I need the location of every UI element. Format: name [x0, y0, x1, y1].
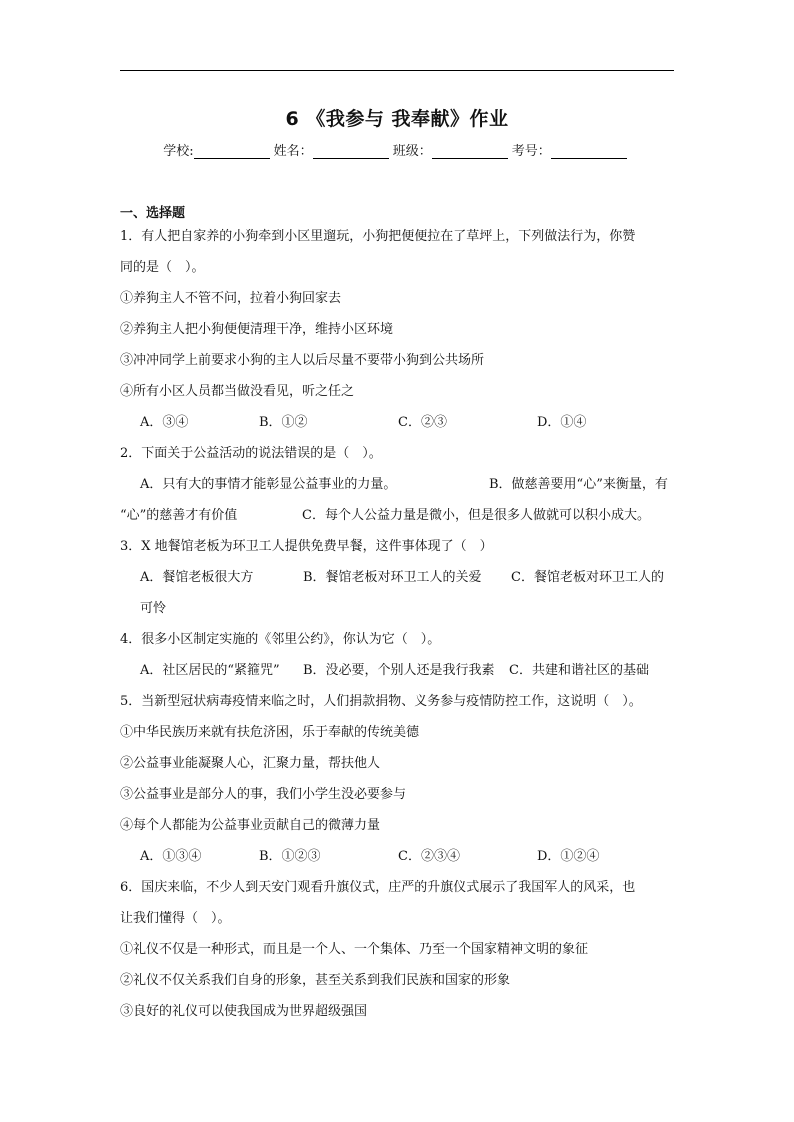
question-4-options — [120, 662, 700, 680]
question-1-stem-line-2: 同的是（ ）。 — [120, 260, 205, 275]
question-2-option-b: B．做慈善要用“心”来衡量，有 — [489, 477, 668, 492]
question-6-statement-2: ②礼仪不仅关系我们自身的形象，甚至关系到我们民族和国家的形象 — [120, 973, 511, 988]
question-5-option-c: C．②③④ — [398, 849, 460, 864]
page-title: 6 《我参与 我奉献》作业 — [285, 108, 509, 130]
question-5-options — [120, 848, 700, 866]
section-title: 一、选择题 — [120, 206, 186, 221]
question-6-stem-line-2: 让我们懂得（ ）。 — [120, 911, 231, 926]
exam-number-blank — [551, 144, 627, 159]
question-2-option-c: C．每个人公益力量是微小，但是很多人做就可以积小成大。 — [302, 508, 650, 523]
question-4-option-b: B．没必要，个别人还是我行我素 — [303, 663, 495, 678]
name-label: 姓名： — [273, 144, 313, 159]
question-1-option-d: D．①④ — [537, 415, 587, 430]
question-5-stem: 5．当新型冠状病毒疫情来临之时，人们捐款捐物、义务参与疫情防控工作，这说明（ ）。 — [120, 694, 642, 709]
question-2-stem: 2．下面关于公益活动的说法错误的是（ ）。 — [120, 446, 382, 461]
question-5-statement-3: ③公益事业是部分人的事，我们小学生没必要参与 — [120, 787, 407, 802]
question-5-statement-4: ④每个人都能为公益事业贡献自己的微薄力量 — [120, 818, 381, 833]
question-2-options-line-2 — [120, 507, 680, 525]
question-3-option-b: B．餐馆老板对环卫工人的关爱 — [303, 570, 482, 585]
question-3-options — [120, 569, 700, 587]
question-2-option-a: A．只有大的事情才能彰显公益事业的力量。 — [140, 477, 397, 492]
question-2-option-b-cont: “心”的慈善才有价值 — [120, 508, 238, 523]
question-1-stem-line-1: 1．有人把自家养的小狗牵到小区里遛玩，小狗把便便拉在了草坪上，下列做法行为，你赞 — [120, 229, 636, 244]
name-blank — [313, 144, 389, 159]
question-5-statement-1: ①中华民族历来就有扶危济困，乐于奉献的传统美德 — [120, 725, 420, 740]
school-blank — [194, 144, 270, 159]
question-1-statement-1: ①养狗主人不管不问，拉着小狗回家去 — [120, 291, 342, 306]
question-1-statement-3: ③冲冲同学上前要求小狗的主人以后尽量不要带小狗到公共场所 — [120, 353, 485, 368]
question-4-option-a: A．社区居民的“紧箍咒” — [140, 663, 280, 678]
class-label: 班级： — [392, 144, 432, 159]
question-2-options-line-1 — [120, 476, 700, 494]
question-3-option-c: C．餐馆老板对环卫工人的 — [511, 570, 664, 585]
question-3-stem: 3．X 地餐馆老板为环卫工人提供免费早餐，这件事体现了（ ） — [120, 539, 493, 554]
question-1-option-c: C．②③ — [398, 415, 447, 430]
question-3-option-c-cont: 可怜 — [140, 601, 167, 616]
school-label: 学校: — [163, 144, 194, 159]
question-6-statement-1: ①礼仪不仅是一种形式，而且是一个人、一个集体、乃至一个国家精神文明的象征 — [120, 942, 589, 957]
question-5-option-a: A．①③④ — [140, 849, 202, 864]
question-5-option-d: D．①②④ — [537, 849, 600, 864]
question-4-option-c: C．共建和谐社区的基础 — [509, 663, 649, 678]
question-5-option-b: B．①②③ — [259, 849, 321, 864]
question-1-statement-2: ②养狗主人把小狗便便清理干净，维持小区环境 — [120, 322, 394, 337]
question-4-stem: 4．很多小区制定实施的《邻里公约》，你认为它（ ）。 — [120, 632, 441, 647]
question-1-option-a: A．③④ — [140, 415, 189, 430]
class-blank — [432, 144, 508, 159]
header-rule — [120, 70, 674, 71]
question-3-option-a: A．餐馆老板很大方 — [140, 570, 254, 585]
question-5-statement-2: ②公益事业能凝聚人心，汇聚力量，帮扶他人 — [120, 756, 381, 771]
question-1-options — [120, 414, 700, 432]
exam-number-label: 考号： — [511, 144, 551, 159]
question-6-stem-line-1: 6．国庆来临，不少人到天安门观看升旗仪式，庄严的升旗仪式展示了我国军人的风采，也 — [120, 880, 636, 895]
question-1-option-b: B．①② — [259, 415, 308, 430]
question-1-statement-4: ④所有小区人员都当做没看见，听之任之 — [120, 384, 355, 399]
student-info-row — [0, 140, 794, 159]
question-6-statement-3: ③良好的礼仪可以使我国成为世界超级强国 — [120, 1004, 368, 1019]
